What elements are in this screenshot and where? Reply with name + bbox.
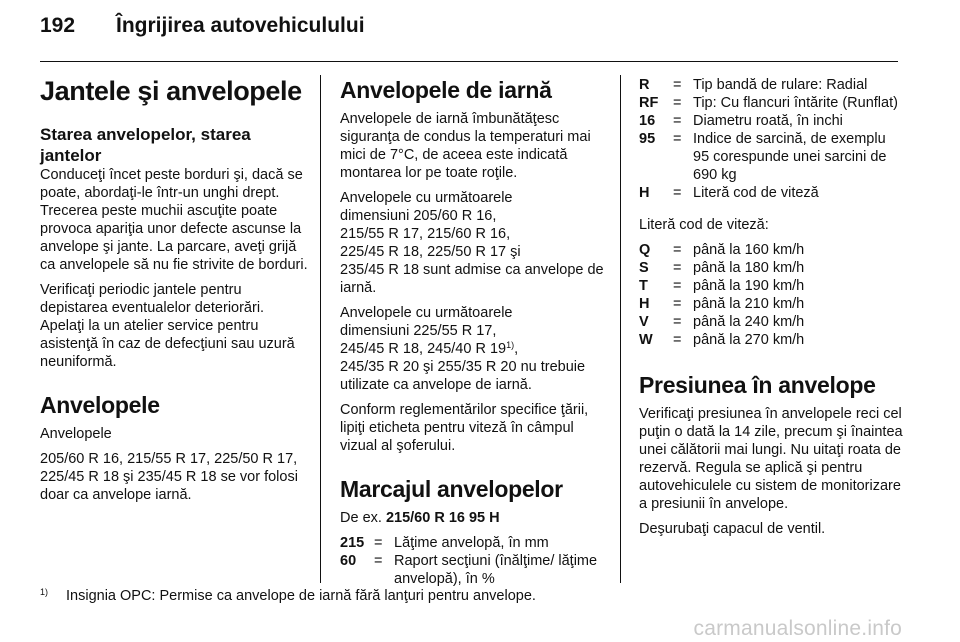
definition-value: Diametru roată, în inchi xyxy=(693,113,843,129)
column-1 xyxy=(40,76,308,511)
speed-code-row xyxy=(639,331,903,349)
definition-key: 16 xyxy=(639,113,656,129)
speed-code-row xyxy=(639,313,903,331)
page-header xyxy=(40,14,365,44)
definition-key: R xyxy=(639,77,650,93)
section-title-winter-tyres: Anvelopele de iarnă xyxy=(340,77,552,103)
definition-equals: = xyxy=(673,113,682,129)
definition-value: Tip: Cu flancuri întărite (Runflat) xyxy=(693,95,898,111)
marking-definitions-1 xyxy=(340,534,606,588)
speed-code-row xyxy=(639,295,903,313)
speed-code-row xyxy=(639,277,903,295)
marking-definition-row xyxy=(639,76,903,94)
definition-equals: = xyxy=(673,242,682,258)
definition-value: până la 160 km/h xyxy=(693,242,805,258)
paragraph-winter-allowed: Anvelopele cu următoarele dimensiuni 205/60 R 16, 215/55 R 17, 215/60 R 16, 225/45 R 18, 225/50 R 17 şi 235/45 R 18 sunt admise ca anvelope de iarnă. xyxy=(340,190,604,296)
paragraph-speed-label: Conform reglementărilor specifice ţării, lipiţi eticheta pentru viteză în câmpul vizual al şoferului. xyxy=(340,402,589,454)
section-title-tyre-pressure: Presiunea în anvelope xyxy=(639,372,876,398)
definition-value: până la 270 km/h xyxy=(693,332,805,348)
paragraph-valve-cap: Deşurubaţi capacul de ventil. xyxy=(639,521,826,537)
watermark: carmanualsonline.info xyxy=(693,617,902,640)
marking-definition-row xyxy=(639,184,903,202)
paragraph-winter-safety: Anvelopele de iarnă îmbunătăţesc siguranţa de condus la temperaturi mai mici de 7°C, de aceea este indicată montarea lor pe toate roţile. xyxy=(340,111,591,181)
marking-definition-row xyxy=(340,552,606,588)
paragraph-inspection: Verificaţi periodic jantele pentru depistarea eventualelor deteriorări. Apelaţi la un atelier service pentru asistenţă în caz de defecţiuni sau uzură neuniformă. xyxy=(40,282,295,370)
speed-code-list xyxy=(639,241,903,349)
definition-equals: = xyxy=(673,314,682,330)
definition-value: Indice de sarcină, de exemplu 95 corespunde unei sarcini de 690 kg xyxy=(693,131,887,183)
definition-equals: = xyxy=(673,95,682,111)
paragraph-curbs: Conduceţi încet peste borduri şi, dacă se poate, abordaţi-le într-un unghi drept. Trecerea peste muchii ascuţite poate provoca apariţia unor defecte ascunse la anvelope şi jante. La parcare, aveţi grijă ca anvelopele să nu fie strivite de borduri. xyxy=(40,167,308,273)
header-divider xyxy=(40,61,898,62)
paragraph-winter-not-allowed: Anvelopele cu următoarele dimensiuni 225/55 R 17, 245/45 R 18, 245/40 R 19$^{1)}$, 245/35 R 20 şi 255/35 R 20 nu trebuie utilizate ca anvelope de iarnă. xyxy=(340,305,586,393)
definition-value: Literă cod de viteză xyxy=(693,185,819,201)
marking-definitions-2 xyxy=(639,76,903,202)
marking-definition-row xyxy=(639,112,903,130)
section-title-tyres: Anvelopele xyxy=(40,392,160,418)
page-number: 192 xyxy=(40,14,76,37)
definition-equals: = xyxy=(374,553,383,569)
definition-equals: = xyxy=(374,535,383,551)
paragraph-tyre-sizes: 205/60 R 16, 215/55 R 17, 225/50 R 17, 225/45 R 18 şi 235/45 R 18 se vor folosi doar ca anvelope iarnă. xyxy=(40,451,298,503)
paragraph-tyres-label: Anvelopele xyxy=(40,426,112,442)
chapter-title: Îngrijirea autovehiculului xyxy=(116,14,365,37)
definition-key: T xyxy=(639,278,648,294)
definition-key: H xyxy=(639,296,650,312)
column-divider-1 xyxy=(320,75,321,583)
marking-definition-row xyxy=(340,534,606,552)
footnote-mark: 1) xyxy=(40,587,49,597)
footnote-ref: 1) xyxy=(506,340,515,350)
section-title-wheels-tyres: Jantele şi anvelopele xyxy=(40,76,302,106)
definition-equals: = xyxy=(673,185,682,201)
paragraph-pressure-check: Verificaţi presiunea în anvelopele reci cel puţin o dată la 14 zile, precum şi înaintea unei călătorii mai lungi. Nu uitaţi roata de rezervă. Regula se aplică şi pentru autovehiculele cu sistem de monitorizare a presiunii în anvelope. xyxy=(639,406,903,512)
column-2 xyxy=(340,76,606,596)
definition-equals: = xyxy=(673,260,682,276)
definition-value: Tip bandă de rulare: Radial xyxy=(693,77,868,93)
footnote-text: Insignia OPC: Permise ca anvelope de iarnă fără lanţuri pentru anvelope. xyxy=(66,588,536,604)
definition-value: până la 240 km/h xyxy=(693,314,805,330)
definition-equals: = xyxy=(673,77,682,93)
definition-equals: = xyxy=(673,332,682,348)
definition-key: Q xyxy=(639,242,651,258)
marking-definition-row xyxy=(639,94,903,112)
definition-key: 95 xyxy=(639,131,656,147)
column-divider-2 xyxy=(620,75,621,583)
section-title-tyre-marking: Marcajul anvelopelor xyxy=(340,476,563,502)
speed-code-row xyxy=(639,241,903,259)
column-3 xyxy=(639,76,903,545)
definition-value: Lăţime anvelopă, în mm xyxy=(394,535,549,551)
definition-value: până la 210 km/h xyxy=(693,296,805,312)
definition-key: S xyxy=(639,260,649,276)
definition-value: până la 180 km/h xyxy=(693,260,805,276)
definition-key: 60 xyxy=(340,553,357,569)
definition-equals: = xyxy=(673,278,682,294)
definition-key: W xyxy=(639,332,653,348)
subsection-title-condition: Starea anvelopelor, starea jantelor xyxy=(40,125,251,165)
definition-equals: = xyxy=(673,131,682,147)
speed-code-label: Literă cod de viteză: xyxy=(639,217,769,233)
definition-equals: = xyxy=(673,296,682,312)
paragraph-example: De ex. 215/60 R 16 95 H xyxy=(340,510,500,526)
definition-key: H xyxy=(639,185,650,201)
marking-definition-row xyxy=(639,130,903,184)
example-code: 215/60 R 16 95 H xyxy=(385,510,500,526)
definition-key: V xyxy=(639,314,649,330)
footnote xyxy=(40,588,536,604)
definition-value: Raport secţiuni (înălţime/ lăţime anvelopă), în % xyxy=(394,553,598,587)
definition-key: 215 xyxy=(340,535,365,551)
definition-value: până la 190 km/h xyxy=(693,278,805,294)
speed-code-row xyxy=(639,259,903,277)
definition-key: RF xyxy=(639,95,659,111)
